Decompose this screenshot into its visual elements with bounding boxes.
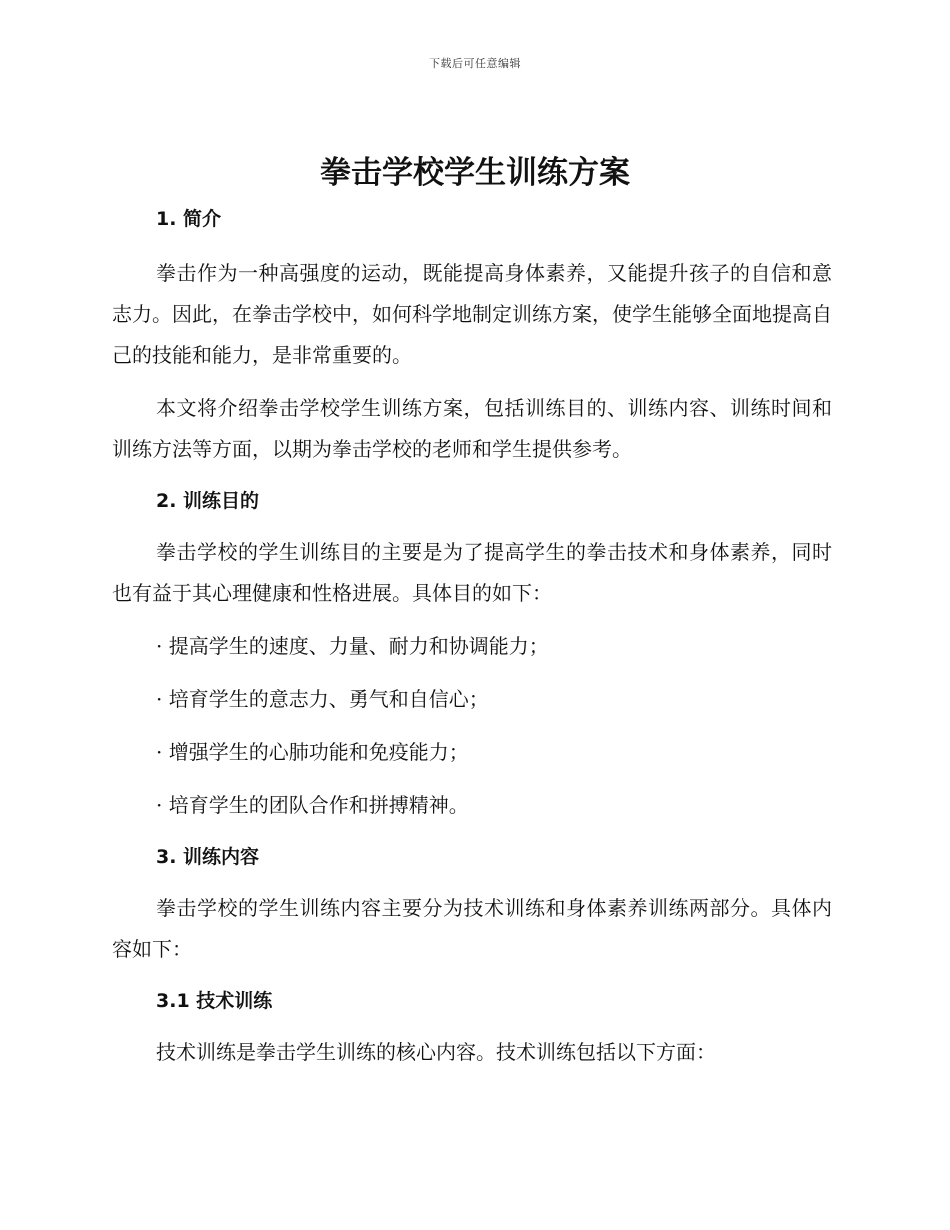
paragraph-intro-1: 拳击作为一种高强度的运动，既能提高身体素养，又能提升孩子的自信和意志力。因此，在拳击学校中，如何科学地制定训练方案，使学生能够全面地提高自己的技能和能力，是非常重要的。 bbox=[112, 261, 832, 367]
subsection-heading-technique: 3.1 技术训练 bbox=[156, 990, 273, 1012]
paragraph-technique-1: 技术训练是拳击学生训练的核心内容。技术训练包括以下方面： bbox=[156, 1040, 716, 1064]
list-item-goal-3: · 增强学生的心肺功能和免疫能力； bbox=[156, 740, 469, 764]
paragraph-intro-2: 本文将介绍拳击学校学生训练方案，包括训练目的、训练内容、训练时间和训练方法等方面，以期为拳击学校的老师和学生提供参考。 bbox=[112, 396, 832, 461]
document-title: 拳击学校学生训练方案 bbox=[320, 155, 630, 191]
list-item-goal-1: · 提高学生的速度、力量、耐力和协调能力； bbox=[156, 634, 549, 658]
section-heading-intro: 1. 简介 bbox=[156, 208, 222, 230]
paragraph-content-1: 拳击学校的学生训练内容主要分为技术训练和身体素养训练两部分。具体内容如下： bbox=[112, 896, 832, 961]
section-heading-content: 3. 训练内容 bbox=[156, 846, 260, 868]
list-item-goal-4: · 培育学生的团队合作和拼搏精神。 bbox=[156, 793, 469, 817]
document-body bbox=[112, 200, 832, 1073]
page-header-note: 下载后可任意编辑 bbox=[429, 57, 521, 70]
paragraph-goals-1: 拳击学校的学生训练目的主要是为了提高学生的拳击技术和身体素养，同时也有益于其心理健康和性格进展。具体目的如下： bbox=[112, 540, 832, 605]
section-heading-goals: 2. 训练目的 bbox=[156, 490, 260, 512]
list-item-goal-2: · 培育学生的意志力、勇气和自信心； bbox=[156, 687, 489, 711]
